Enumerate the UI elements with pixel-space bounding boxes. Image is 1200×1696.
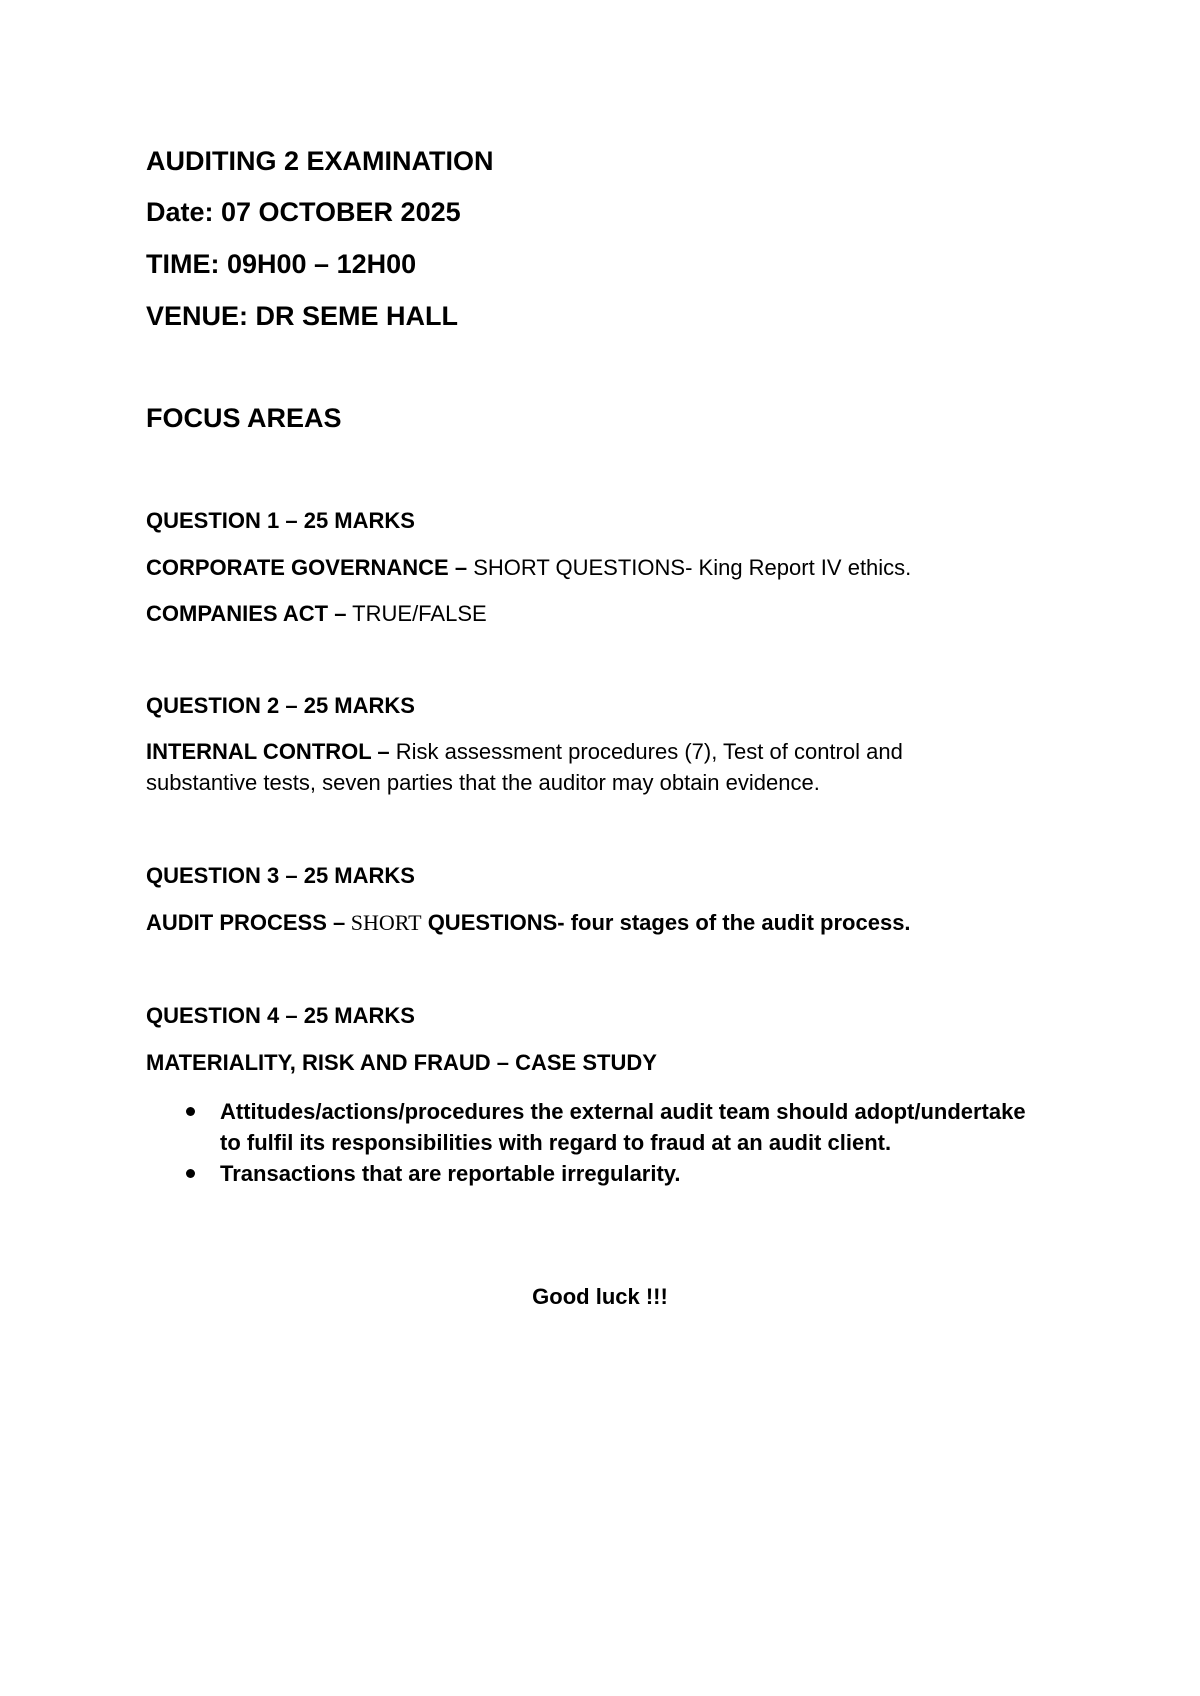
list-item [146,1096,1046,1158]
corporate-governance-text: SHORT QUESTIONS- King Report IV ethics. [467,555,912,580]
exam-time: TIME: 09H00 – 12H00 [146,249,417,279]
question-4-bullet-list [146,1096,1046,1189]
question-4-heading: QUESTION 4 – 25 MARKS [146,1003,415,1028]
question-4-topic: MATERIALITY, RISK AND FRAUD – CASE STUDY [146,1050,657,1075]
closing-message: Good luck !!! [532,1284,668,1309]
question-2-heading: QUESTION 2 – 25 MARKS [146,693,415,718]
bullet-icon [186,1169,195,1178]
exam-date: Date: 07 OCTOBER 2025 [146,197,461,227]
bullet-text: Transactions that are reportable irregularity. [220,1161,681,1186]
internal-control-label: INTERNAL CONTROL – [146,739,390,764]
companies-act-label: COMPANIES ACT – [146,601,347,626]
focus-areas-heading: FOCUS AREAS [146,403,342,433]
corporate-governance-label: CORPORATE GOVERNANCE – [146,555,468,580]
question-1-companies-act [146,601,487,627]
audit-process-label: AUDIT PROCESS – [146,910,346,935]
audit-process-short: SHORT [345,910,422,935]
question-1-corporate-governance [146,555,911,581]
question-3-heading: QUESTION 3 – 25 MARKS [146,863,415,888]
list-item [146,1158,1046,1189]
bullet-text: Attitudes/actions/procedures the external audit team should adopt/undertake to fulfil its responsibilities with regard to fraud at an audit client. [220,1099,1026,1155]
exam-title: AUDITING 2 EXAMINATION [146,146,494,176]
question-3-audit-process [146,910,911,936]
internal-control-text: Risk assessment procedures (7), Test of control and substantive tests, seven parties that the auditor may obtain evidence. [146,739,903,795]
question-1-heading: QUESTION 1 – 25 MARKS [146,508,415,533]
bullet-icon [186,1107,195,1116]
audit-process-text: QUESTIONS- four stages of the audit process. [421,910,911,935]
question-2-internal-control [146,736,1006,798]
companies-act-text: TRUE/FALSE [346,601,487,626]
exam-venue: VENUE: DR SEME HALL [146,301,459,331]
